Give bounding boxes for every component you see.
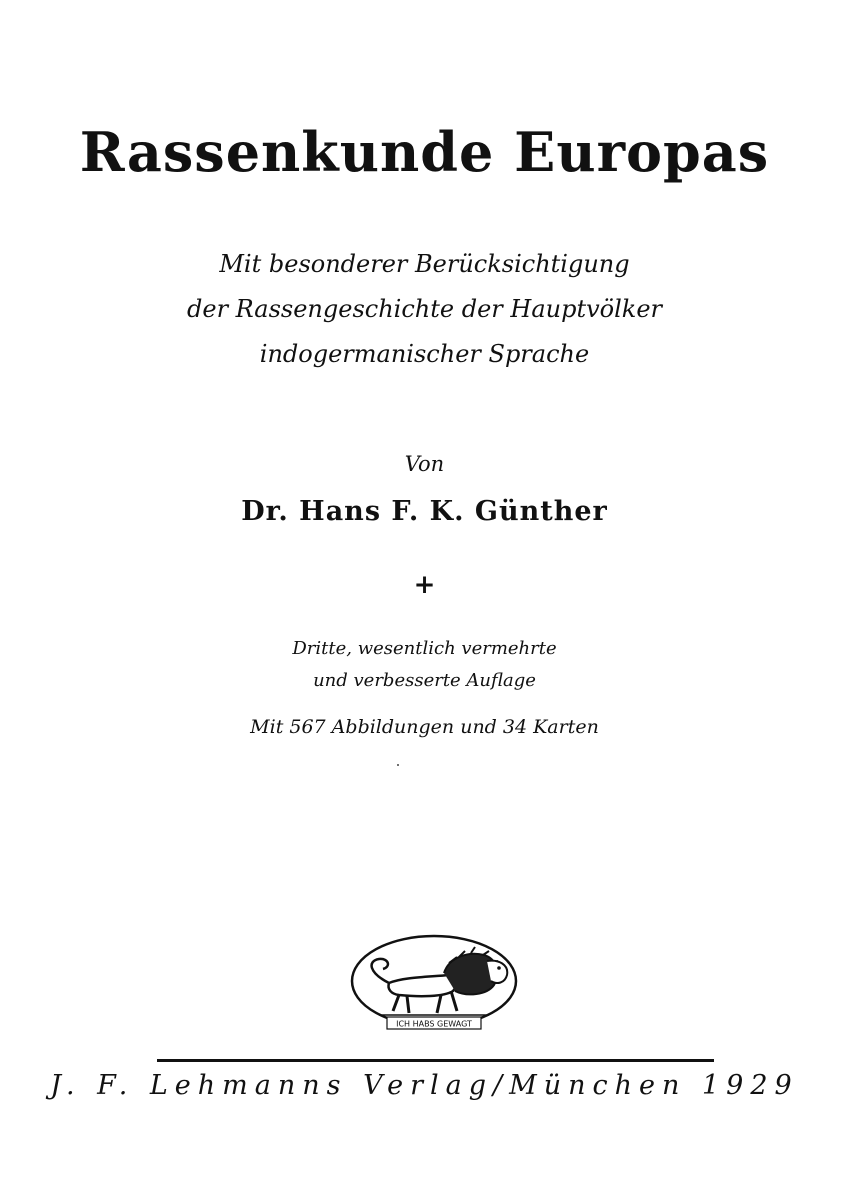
scan-speck bbox=[397, 764, 399, 766]
publisher-imprint: J. F. Lehmanns Verlag/München 1929 bbox=[50, 1070, 799, 1101]
ornament-cross: + bbox=[413, 570, 436, 600]
book-title: Rassenkunde Europas bbox=[79, 120, 770, 184]
subtitle-line-1: Mit besonderer Berücksichtigung bbox=[219, 250, 630, 278]
edition-line-2: und verbesserte Auflage bbox=[313, 670, 536, 691]
subtitle-line-2: der Rassengeschichte der Hauptvölker bbox=[187, 295, 662, 323]
author-name: Dr. Hans F. K. Günther bbox=[241, 496, 608, 527]
emblem-motto: ICH HABS GEWAGT bbox=[396, 1019, 472, 1029]
lion-emblem-icon bbox=[349, 933, 519, 1033]
illustrations-note: Mit 567 Abbildungen und 34 Karten bbox=[250, 716, 599, 738]
edition-line-1: Dritte, wesentlich vermehrte bbox=[292, 638, 557, 659]
imprint-rule bbox=[157, 1059, 714, 1062]
subtitle-line-3: indogermanischer Sprache bbox=[259, 340, 590, 368]
by-label: Von bbox=[404, 452, 445, 476]
